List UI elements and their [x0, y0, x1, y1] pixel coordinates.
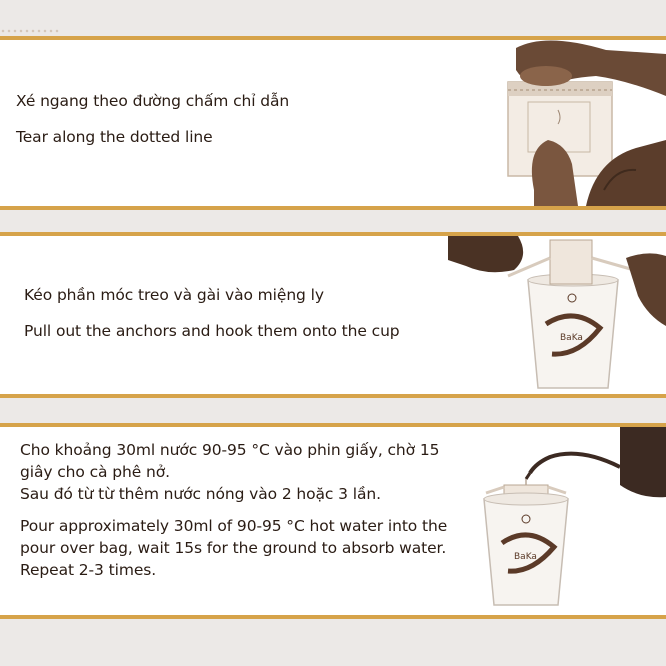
step-2-vi-line: Kéo phần móc treo và gài vào miệng ly — [24, 286, 324, 304]
step-1-text — [16, 90, 289, 148]
step-2-panel — [0, 232, 666, 398]
step-1-vi-line: Xé ngang theo đường chấm chỉ dẫn — [16, 92, 290, 110]
step-3-vi-line-1: Cho khoảng 30ml nước 90-95 °C vào phin giấy, chờ 15 — [20, 441, 440, 459]
step-2-en-line: Pull out the anchors and hook them onto the cup — [24, 322, 400, 340]
step-1-en-line: Tear along the dotted line — [16, 128, 213, 146]
hands-hooking-bag-onto-cup-image — [448, 236, 666, 394]
step-2-text — [24, 284, 400, 342]
hands-tearing-drip-bag-image — [486, 40, 666, 206]
step-3-en-line-3: Repeat 2-3 times. — [20, 561, 157, 579]
step-1-panel — [0, 36, 666, 210]
cup-logo-text: BaKa — [560, 333, 583, 343]
cup-logo-text: BaKa — [514, 552, 537, 562]
step-3-vi-line-3: Sau đó từ từ thêm nước nóng vào 2 hoặc 3 lần. — [20, 485, 381, 503]
step-3-en-line-2: pour over bag, wait 15s for the ground to absorb water. — [20, 539, 447, 557]
step-3-en-line-1: Pour approximately 30ml of 90-95 °C hot water into the — [20, 517, 448, 535]
decorative-dots — [0, 28, 60, 34]
step-3-vi-line-2: giây cho cà phê nở. — [20, 463, 170, 481]
step-3-panel — [0, 423, 666, 619]
step-3-text — [20, 439, 447, 581]
kettle-pouring-into-cup-image — [480, 427, 666, 615]
